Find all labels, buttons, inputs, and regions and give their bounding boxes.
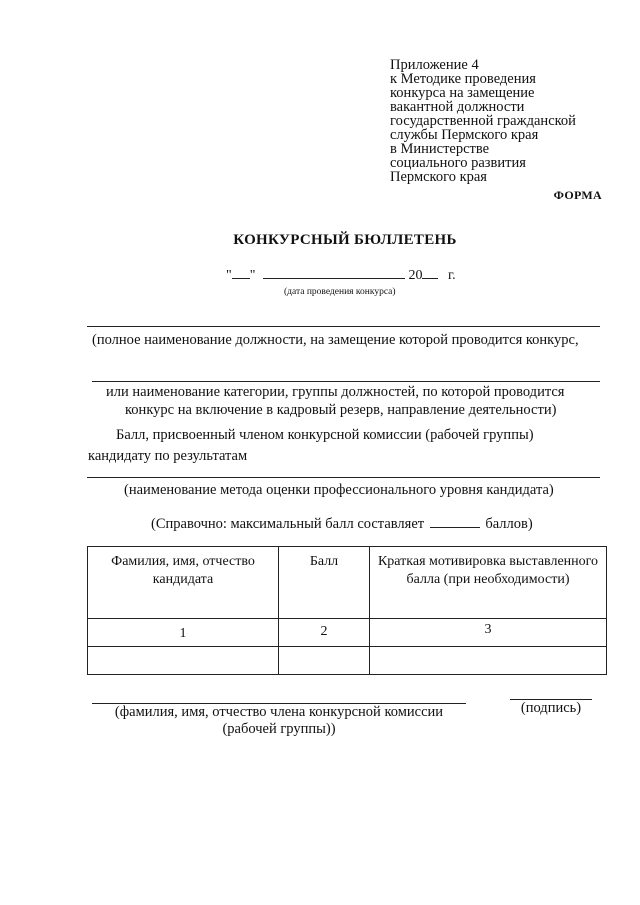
date-line [226, 266, 456, 284]
position-hint-line1: (полное наименование должности, на замещение которой проводится конкурс, [92, 332, 579, 348]
appendix-line: к Методике проведения [390, 71, 536, 87]
member-name-hint-line2: (рабочей группы)) [222, 721, 336, 737]
appendix-line: государственной гражданской [390, 113, 576, 129]
candidate-name-cell[interactable] [88, 647, 279, 675]
day-blank[interactable] [232, 266, 250, 279]
signature-hint: (подпись) [520, 700, 582, 716]
date-hint: (дата проведения конкурса) [284, 287, 396, 297]
score-text-line1: Балл, присвоенный членом конкурсной комиссии (рабочей группы) [116, 427, 534, 443]
motivation-cell[interactable] [370, 647, 607, 675]
position-hint-line3: конкурс на включение в кадровый резерв, направление деятельности) [125, 402, 557, 418]
header-motivation: Краткая мотивировка выставленного балла (при необходимости) [370, 547, 607, 619]
reference-text [151, 515, 533, 533]
header-score: Балл [279, 547, 370, 619]
date-quote-open: " [226, 268, 232, 283]
appendix-line: в Министерстве [390, 141, 490, 157]
table-row [88, 647, 607, 675]
position-hint-line2: или наименование категории, группы должностей, по которой проводится [106, 384, 565, 400]
reference-prefix: (Справочно: максимальный балл составляет [151, 516, 425, 532]
year-suffix: г. [447, 268, 456, 283]
max-score-blank[interactable] [430, 515, 480, 528]
table-number-row [88, 619, 607, 647]
appendix-line: Приложение 4 [390, 57, 479, 73]
column-number: 3 [370, 619, 607, 647]
position-category-line[interactable] [92, 381, 600, 382]
form-label: ФОРМА [553, 188, 602, 202]
appendix-block [390, 58, 630, 184]
month-blank[interactable] [263, 266, 405, 279]
column-number: 2 [279, 619, 370, 647]
table-header-row [88, 547, 607, 619]
method-hint: (наименование метода оценки профессионального уровня кандидата) [124, 482, 554, 498]
position-name-line[interactable] [87, 326, 600, 327]
document-title: КОНКУРСНЫЙ БЮЛЛЕТЕНЬ [233, 232, 457, 248]
reference-suffix: баллов) [485, 516, 533, 532]
appendix-line: службы Пермского края [390, 127, 539, 143]
header-candidate-name: Фамилия, имя, отчество кандидата [88, 547, 279, 619]
score-table [87, 546, 607, 675]
appendix-line: конкурса на замещение [390, 85, 535, 101]
year-prefix: 20 [408, 268, 423, 283]
appendix-line: Пермского края [390, 169, 487, 185]
appendix-line: социального развития [390, 155, 526, 171]
date-quote-close: " [249, 268, 256, 283]
member-name-hint-line1: (фамилия, имя, отчество члена конкурсной комиссии [114, 704, 444, 720]
method-name-line[interactable] [87, 477, 600, 478]
member-name-hint [92, 704, 466, 738]
score-cell[interactable] [279, 647, 370, 675]
column-number: 1 [88, 619, 279, 647]
appendix-line: вакантной должности [390, 99, 525, 115]
year-blank[interactable] [422, 266, 438, 279]
score-text-line2: кандидату по результатам [88, 448, 248, 464]
